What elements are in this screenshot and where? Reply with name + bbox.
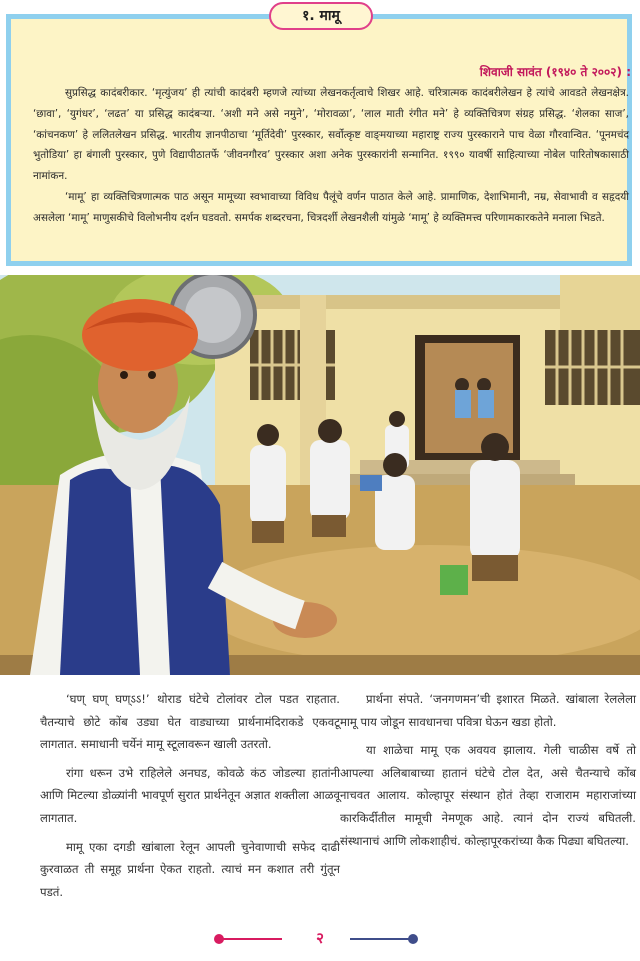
body-column-right	[340, 688, 636, 858]
illustration-svg	[0, 275, 640, 675]
school-illustration	[0, 275, 640, 675]
lesson-info-box	[6, 14, 632, 266]
footer-dot-icon	[408, 934, 418, 944]
bio-paragraph: ‘मामू’ हा व्यक्तिचित्रणात्मक पाठ असून मामूच्या स्वभावाच्या विविध पैलूंचे वर्णन पाठात केले आहे. प्रामाणिक, देशाभिमानी, नम्र, सेवाभावी व सहृदयी असलेला ‘मामू’ माणुसकीचे विलोभनीय दर्शन घडवतो. समर्पक शब्दरचना, चित्रदर्शी लेखनशैली यांमुळे ‘मामू’ हे व्यक्तिमत्त्व परिणामकारकतेने मनाला भिडते.	[33, 190, 629, 224]
footer-divider	[220, 938, 282, 940]
body-paragraph: प्रार्थना संपते. ‘जनगणमन’ची इशारत मिळते. खांबाला रेललेला मामू पाय जोडून सावधानचा पवित्रा घेऊन खडा होतो.	[340, 692, 636, 729]
author-bio	[33, 83, 629, 229]
page-number: २	[316, 929, 324, 947]
body-paragraph: मामू एका दगडी खांबाला रेलून आपली चुनेवाणाची सफेद दाढी कुरवाळत ती समूह प्रार्थना ऐकत राहतो. त्याचं मन कशात तरी गुंतून पडतं.	[40, 839, 340, 899]
body-paragraph: रांगा धरून उभे राहिलेले अनघड, कोवळे कंठ जोडल्या हातांनी आणि मिटल्या डोळ्यांनी भावपूर्ण सुरात प्रार्थनेतून अज्ञात शक्तीला आळवू लागतात.	[40, 765, 340, 825]
author-heading: शिवाजी सावंत (१९४० ते २००२) :	[479, 65, 631, 79]
body-paragraph: ‘घण् घण् घण्ऽऽ!’ थोराड घंटेचे टोलांवर टोल पडत राहतात. चैतन्याचे छोटे कोंब उड्या घेत वाड्याच्या प्रार्थनामंदिराकडे एकवटू लागतात. समाधानी चर्येनं मामू स्टूलावरून खाली उतरतो.	[40, 692, 340, 752]
body-column-left	[40, 688, 340, 909]
page-footer	[0, 928, 640, 958]
footer-divider	[350, 938, 412, 940]
lesson-title: १. मामू	[269, 2, 373, 30]
bio-paragraph: सुप्रसिद्ध कादंबरीकार. ‘मृत्युंजय’ ही त्यांची कादंबरी म्हणजे त्यांच्या लेखनकर्तृत्वाचे शिखर आहे. चरित्रात्मक कादंबरीलेखन हे त्यांचे आवडते लेखनक्षेत्र. ‘छावा’, ‘युगंधर’, ‘लढत’ या प्रसिद्ध कादंबऱ्या. ‘अशी मने असे नमुने’, ‘मोरावळा’, ‘लाल माती रंगीत मने’ हे व्यक्तिचित्रण संग्रह प्रसिद्ध. ‘शेलका साज’, ‘कांचनकण’ हे ललितलेखन प्रसिद्ध. भारतीय ज्ञानपीठाचा ‘मूर्तिदेवी’ पुरस्कार, सर्वोत्कृष्ट वाङ्‌मयाच्या महाराष्ट्र राज्य पुरस्काराने पाच वेळा गौरवान्वित. ‘पूनमचंद भुतोडिया’ हा बंगाली पुरस्कार, पुणे विद्यापीठातर्फे ‘जीवनगौरव’ पुरस्कार अशा अनेक पुरस्कारांनी सन्मानित. १९९० यावर्षी साहित्याच्या नोबेल पारितोषकासाठी नामांकन.	[33, 87, 629, 183]
body-paragraph: या शाळेचा मामू एक अवयव झालाय. गेली चाळीस वर्षे तो आपल्या अलिबाबाच्या हातानं घंटेचे टोल देत, असे चैतन्याचे कोंब नाचवत आलाय. कोल्हापूर संस्थान होतं तेव्हा राजाराम महाराजांच्या कारकिर्दीतील मामूची नेमणूक आहे. त्यानं दोन राज्यं बघितली. संस्थानाचं आणि लोकशाहीचं. कोल्हापूरकरांच्या कैक पिढ्या बघितल्या.	[340, 743, 636, 848]
